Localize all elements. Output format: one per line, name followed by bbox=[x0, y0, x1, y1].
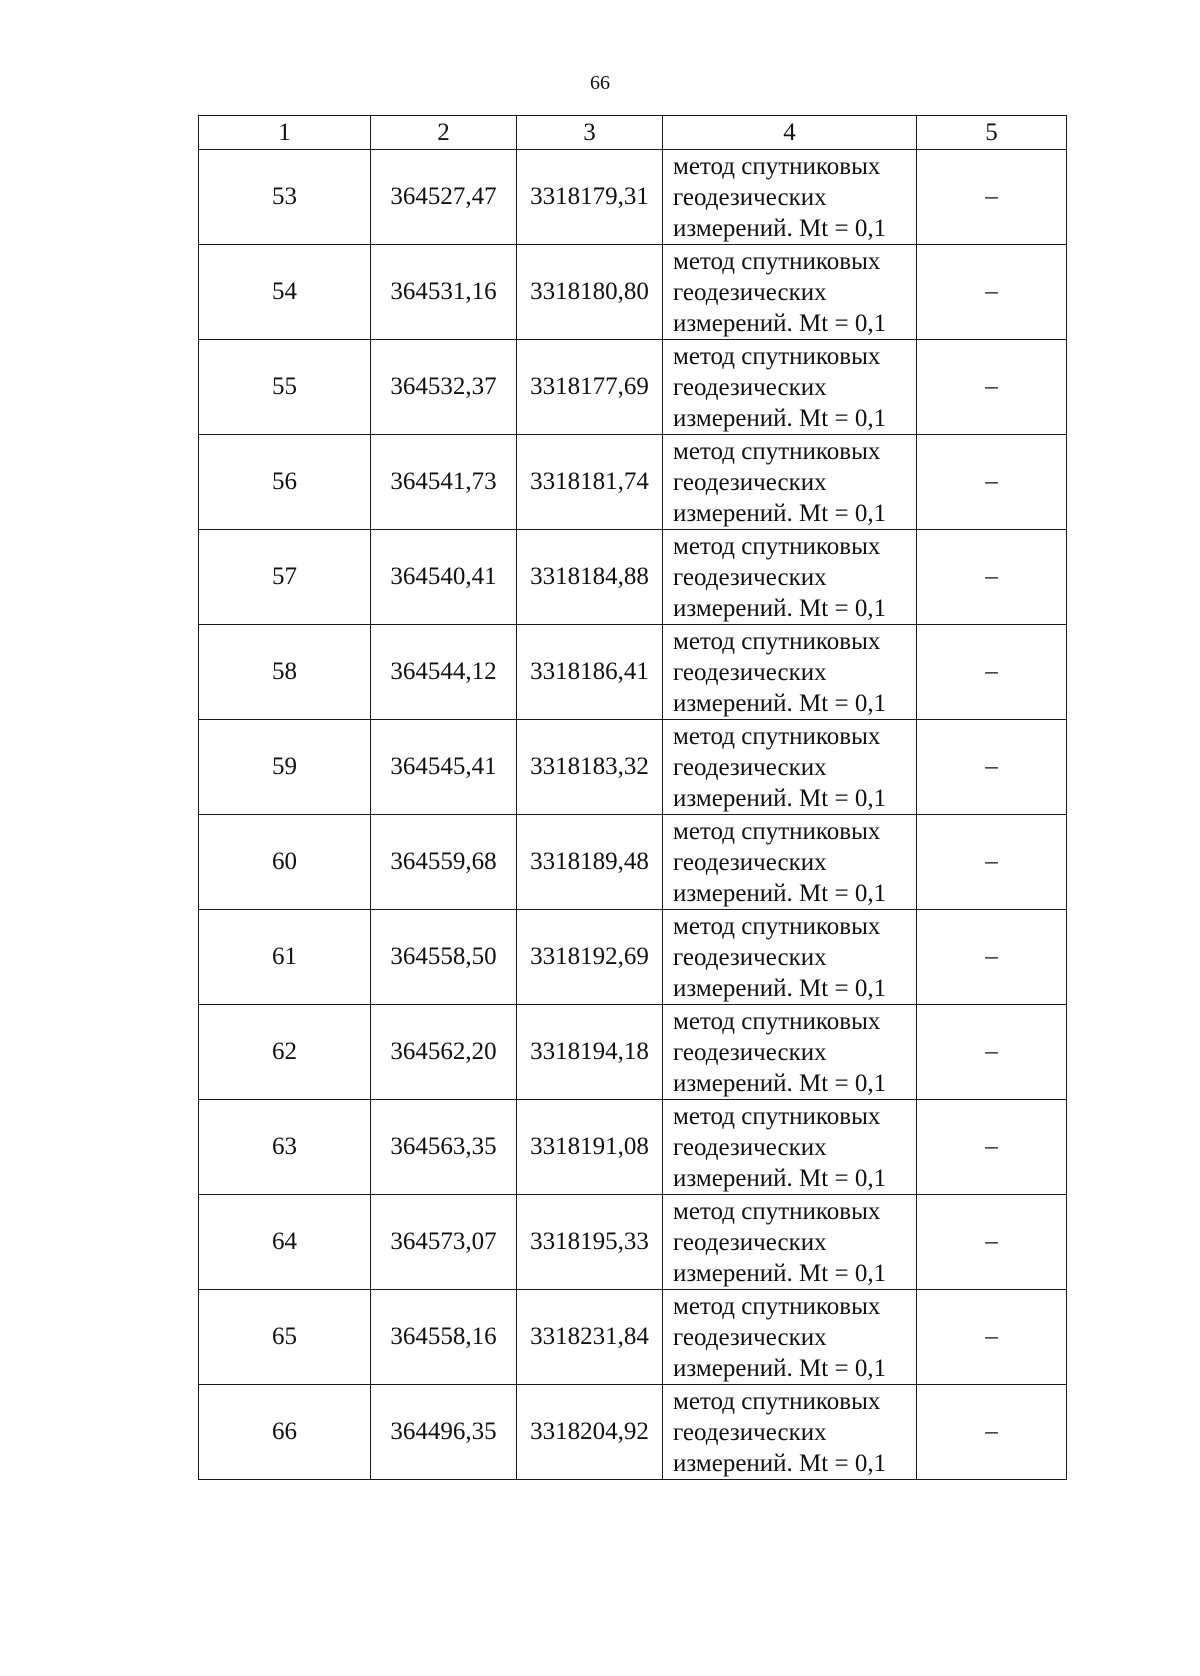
table-row bbox=[199, 1005, 1067, 1100]
method-cell bbox=[663, 1005, 917, 1100]
y-coordinate-cell: 3318189,48 bbox=[517, 815, 663, 910]
method-text-line: метод спутниковых bbox=[673, 1102, 881, 1130]
method-text-line: метод спутниковых bbox=[673, 152, 881, 180]
method-text-line: геодезических bbox=[673, 1133, 827, 1161]
table-row bbox=[199, 1195, 1067, 1290]
y-coordinate-cell: 3318186,41 bbox=[517, 625, 663, 720]
method-text-line: геодезических bbox=[673, 278, 827, 306]
y-coordinate-cell: 3318179,31 bbox=[517, 150, 663, 245]
method-text-line: геодезических bbox=[673, 1228, 827, 1256]
method-text-line: метод спутниковых bbox=[673, 817, 881, 845]
method-cell bbox=[663, 625, 917, 720]
method-cell bbox=[663, 530, 917, 625]
method-text-line: метод спутниковых bbox=[673, 627, 881, 655]
method-text-line: метод спутниковых bbox=[673, 247, 881, 275]
table-row bbox=[199, 435, 1067, 530]
table-row bbox=[199, 245, 1067, 340]
point-number-cell: 63 bbox=[199, 1100, 371, 1195]
y-coordinate-cell: 3318191,08 bbox=[517, 1100, 663, 1195]
point-number-cell: 60 bbox=[199, 815, 371, 910]
method-text-line: геодезических bbox=[673, 468, 827, 496]
method-text-line: измерений. Mt = 0,1 bbox=[673, 1354, 887, 1382]
header-col-1: 1 bbox=[199, 116, 371, 150]
x-coordinate-cell: 364531,16 bbox=[371, 245, 517, 340]
point-number-cell: 53 bbox=[199, 150, 371, 245]
table-row bbox=[199, 1100, 1067, 1195]
method-cell bbox=[663, 435, 917, 530]
point-number-cell: 55 bbox=[199, 340, 371, 435]
method-text-line: измерений. Mt = 0,1 bbox=[673, 879, 887, 907]
method-text-line: метод спутниковых bbox=[673, 722, 881, 750]
x-coordinate-cell: 364532,37 bbox=[371, 340, 517, 435]
table-row bbox=[199, 1385, 1067, 1480]
point-number-cell: 54 bbox=[199, 245, 371, 340]
y-coordinate-cell: 3318194,18 bbox=[517, 1005, 663, 1100]
method-text-line: геодезических bbox=[673, 373, 827, 401]
note-cell: – bbox=[917, 1005, 1067, 1100]
page-number: 66 bbox=[590, 72, 610, 94]
x-coordinate-cell: 364545,41 bbox=[371, 720, 517, 815]
method-text-line: метод спутниковых bbox=[673, 1387, 881, 1415]
method-text-line: метод спутниковых bbox=[673, 437, 881, 465]
note-cell: – bbox=[917, 1290, 1067, 1385]
method-text-line: измерений. Mt = 0,1 bbox=[673, 309, 887, 337]
note-cell: – bbox=[917, 1195, 1067, 1290]
x-coordinate-cell: 364540,41 bbox=[371, 530, 517, 625]
method-cell bbox=[663, 720, 917, 815]
table-body bbox=[199, 150, 1067, 1480]
x-coordinate-cell: 364573,07 bbox=[371, 1195, 517, 1290]
table-row bbox=[199, 340, 1067, 435]
x-coordinate-cell: 364559,68 bbox=[371, 815, 517, 910]
method-text-line: геодезических bbox=[673, 943, 827, 971]
point-number-cell: 61 bbox=[199, 910, 371, 1005]
method-text-line: метод спутниковых bbox=[673, 1007, 881, 1035]
header-col-3: 3 bbox=[517, 116, 663, 150]
note-cell: – bbox=[917, 1385, 1067, 1480]
method-cell bbox=[663, 340, 917, 435]
method-text-line: метод спутниковых bbox=[673, 532, 881, 560]
note-cell: – bbox=[917, 530, 1067, 625]
y-coordinate-cell: 3318180,80 bbox=[517, 245, 663, 340]
y-coordinate-cell: 3318181,74 bbox=[517, 435, 663, 530]
note-cell: – bbox=[917, 1100, 1067, 1195]
x-coordinate-cell: 364558,50 bbox=[371, 910, 517, 1005]
method-text-line: измерений. Mt = 0,1 bbox=[673, 404, 887, 432]
method-cell bbox=[663, 1195, 917, 1290]
y-coordinate-cell: 3318177,69 bbox=[517, 340, 663, 435]
method-text-line: измерений. Mt = 0,1 bbox=[673, 1259, 887, 1287]
note-cell: – bbox=[917, 625, 1067, 720]
method-text-line: геодезических bbox=[673, 753, 827, 781]
table-row bbox=[199, 720, 1067, 815]
note-cell: – bbox=[917, 435, 1067, 530]
y-coordinate-cell: 3318192,69 bbox=[517, 910, 663, 1005]
method-cell bbox=[663, 245, 917, 340]
method-text-line: измерений. Mt = 0,1 bbox=[673, 1069, 887, 1097]
method-text-line: геодезических bbox=[673, 658, 827, 686]
point-number-cell: 58 bbox=[199, 625, 371, 720]
point-number-cell: 65 bbox=[199, 1290, 371, 1385]
method-text-line: метод спутниковых bbox=[673, 342, 881, 370]
header-row bbox=[199, 116, 1067, 150]
note-cell: – bbox=[917, 815, 1067, 910]
point-number-cell: 64 bbox=[199, 1195, 371, 1290]
method-cell bbox=[663, 1290, 917, 1385]
x-coordinate-cell: 364527,47 bbox=[371, 150, 517, 245]
method-text-line: измерений. Mt = 0,1 bbox=[673, 499, 887, 527]
method-text-line: геодезических bbox=[673, 563, 827, 591]
coordinates-table bbox=[198, 115, 1067, 1480]
method-text-line: метод спутниковых bbox=[673, 1197, 881, 1225]
method-text-line: измерений. Mt = 0,1 bbox=[673, 1449, 887, 1477]
x-coordinate-cell: 364541,73 bbox=[371, 435, 517, 530]
y-coordinate-cell: 3318183,32 bbox=[517, 720, 663, 815]
x-coordinate-cell: 364563,35 bbox=[371, 1100, 517, 1195]
table-row bbox=[199, 625, 1067, 720]
method-cell bbox=[663, 1385, 917, 1480]
method-text-line: геодезических bbox=[673, 183, 827, 211]
note-cell: – bbox=[917, 150, 1067, 245]
note-cell: – bbox=[917, 720, 1067, 815]
method-text-line: измерений. Mt = 0,1 bbox=[673, 594, 887, 622]
x-coordinate-cell: 364544,12 bbox=[371, 625, 517, 720]
method-cell bbox=[663, 1100, 917, 1195]
point-number-cell: 59 bbox=[199, 720, 371, 815]
method-text-line: геодезических bbox=[673, 848, 827, 876]
method-text-line: метод спутниковых bbox=[673, 912, 881, 940]
table-row bbox=[199, 150, 1067, 245]
y-coordinate-cell: 3318184,88 bbox=[517, 530, 663, 625]
method-cell bbox=[663, 150, 917, 245]
method-cell bbox=[663, 815, 917, 910]
method-text-line: геодезических bbox=[673, 1418, 827, 1446]
table-row bbox=[199, 530, 1067, 625]
header-col-2: 2 bbox=[371, 116, 517, 150]
table-row bbox=[199, 910, 1067, 1005]
table-row bbox=[199, 1290, 1067, 1385]
method-text-line: метод спутниковых bbox=[673, 1292, 881, 1320]
y-coordinate-cell: 3318195,33 bbox=[517, 1195, 663, 1290]
header-col-4: 4 bbox=[663, 116, 917, 150]
point-number-cell: 57 bbox=[199, 530, 371, 625]
table-row bbox=[199, 815, 1067, 910]
method-text-line: измерений. Mt = 0,1 bbox=[673, 784, 887, 812]
note-cell: – bbox=[917, 340, 1067, 435]
y-coordinate-cell: 3318231,84 bbox=[517, 1290, 663, 1385]
point-number-cell: 66 bbox=[199, 1385, 371, 1480]
point-number-cell: 62 bbox=[199, 1005, 371, 1100]
y-coordinate-cell: 3318204,92 bbox=[517, 1385, 663, 1480]
method-text-line: измерений. Mt = 0,1 bbox=[673, 1164, 887, 1192]
method-text-line: измерений. Mt = 0,1 bbox=[673, 974, 887, 1002]
method-text-line: измерений. Mt = 0,1 bbox=[673, 214, 887, 242]
method-text-line: геодезических bbox=[673, 1038, 827, 1066]
x-coordinate-cell: 364558,16 bbox=[371, 1290, 517, 1385]
note-cell: – bbox=[917, 245, 1067, 340]
header-col-5: 5 bbox=[917, 116, 1067, 150]
method-text-line: геодезических bbox=[673, 1323, 827, 1351]
table-header bbox=[199, 116, 1067, 150]
x-coordinate-cell: 364496,35 bbox=[371, 1385, 517, 1480]
note-cell: – bbox=[917, 910, 1067, 1005]
method-text-line: измерений. Mt = 0,1 bbox=[673, 689, 887, 717]
x-coordinate-cell: 364562,20 bbox=[371, 1005, 517, 1100]
point-number-cell: 56 bbox=[199, 435, 371, 530]
method-cell bbox=[663, 910, 917, 1005]
